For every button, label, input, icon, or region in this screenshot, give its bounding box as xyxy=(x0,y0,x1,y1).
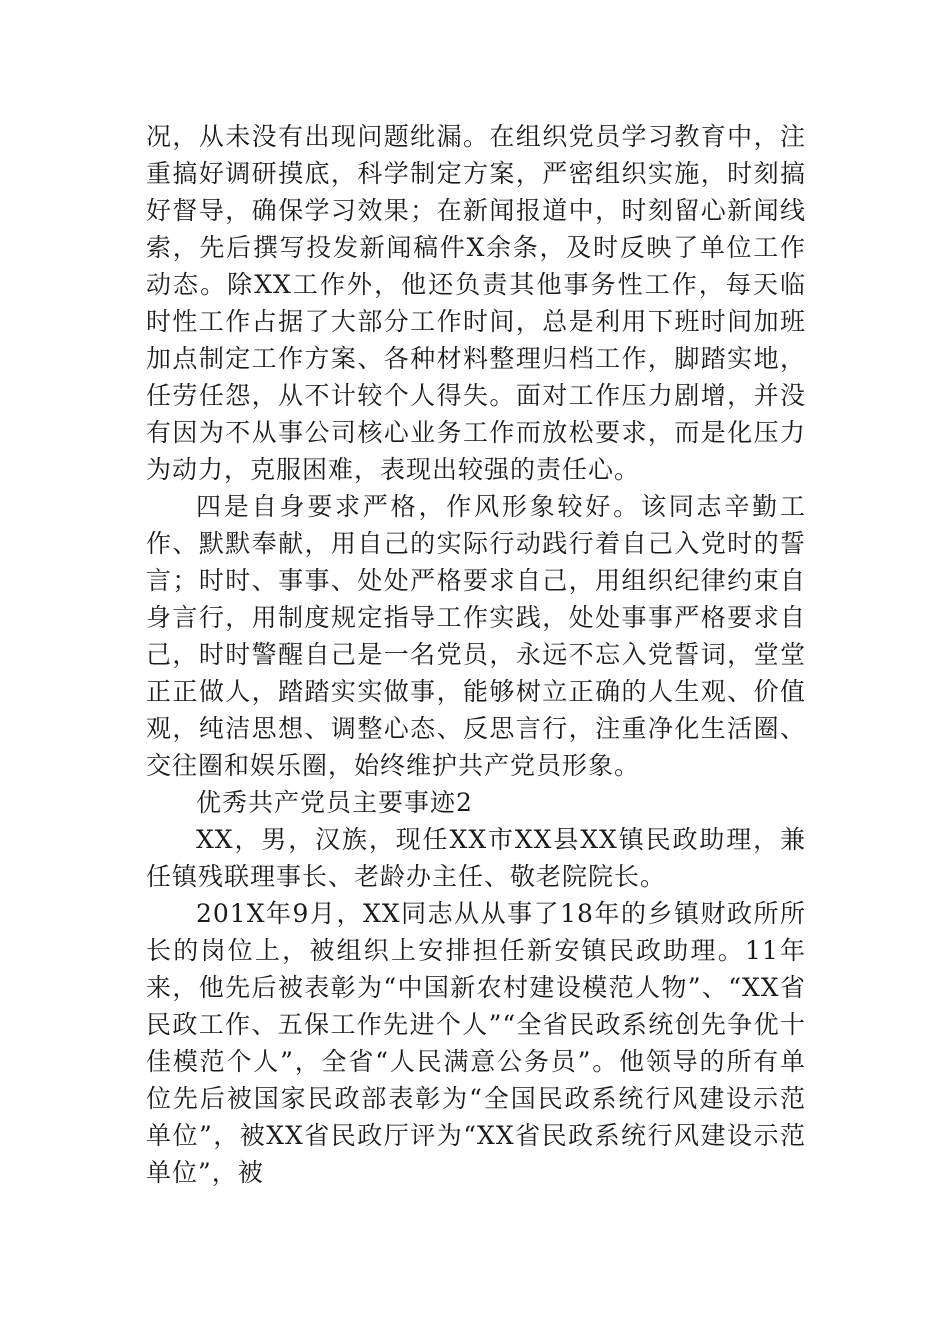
paragraph-career: 201X年9月，XX同志从从事了18年的乡镇财政所所长的岗位上，被组织上安排担任新安镇民政助理。11年来，他先后被表彰为“中国新农村建设模范人物”、“XX省民政工作、五保工作先进个人”“全省民政系统创先争优十佳模范个人”，全省“人民满意公务员”。他领导的所有单位先后被国家民政部表彰为“全国民政系统行风建设示范单位”，被XX省民政厅评为“XX省民政系统行风建设示范单位”，被 xyxy=(146,899,806,1187)
paragraph-profile: XX，男，汉族，现任XX市XX县XX镇民政助理，兼任镇残联理事长、老龄办主任、敬老院院长。 xyxy=(146,825,806,891)
paragraph-continued: 况，从未没有出现问题纰漏。在组织党员学习教育中，注重搞好调研摸底，科学制定方案，严密组织实施，时刻搞好督导，确保学习效果；在新闻报道中，时刻留心新闻线索，先后撰写投发新闻稿件X余条，及时反映了单位工作动态。除XX工作外，他还负责其他事务性工作，每天临时性工作占据了大部分工作时间，总是利用下班时间加班加点制定工作方案、各种材料整理归档工作，脚踏实地，任劳任怨，从不计较个人得失。面对工作压力剧增，并没有因为不从事公司核心业务工作而放松要求，而是化压力为动力，克服困难，表现出较强的责任心。 xyxy=(146,122,806,484)
paragraph-self-discipline: 四是自身要求严格，作风形象较好。该同志辛勤工作、默默奉献，用自己的实际行动践行着自己入党时的誓言；时时、事事、处处严格要求自己，用组织纪律约束自身言行，用制度规定指导工作实践，处处事事严格要求自己，时时警醒自己是一名党员，永远不忘入党誓词，堂堂正正做人，踏踏实实做事，能够树立正确的人生观、价值观，纯洁思想、调整心态、反思言行，注重净化生活圈、交往圈和娱乐圈，始终维护共产党员形象。 xyxy=(146,492,806,780)
document-page xyxy=(146,118,806,1191)
section-heading: 优秀共产党员主要事迹2 xyxy=(196,788,473,817)
